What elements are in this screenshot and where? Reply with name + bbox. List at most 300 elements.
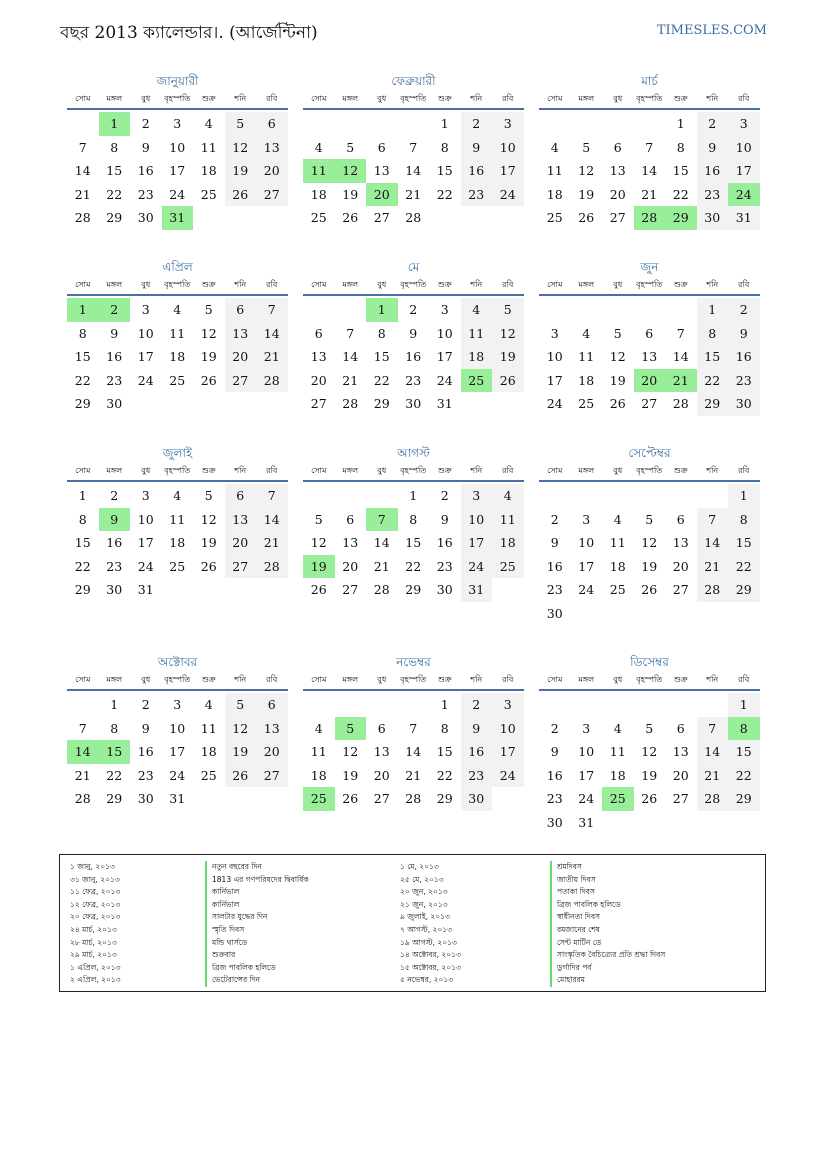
- day-cell: 1: [676, 116, 685, 131]
- day-cell: 24: [492, 183, 524, 207]
- holiday-day-cell: 1: [99, 112, 131, 136]
- day-cell: 9: [440, 511, 449, 527]
- day-cell: 14: [405, 744, 422, 759]
- day-cell: 11: [546, 163, 563, 178]
- weekday-header: [539, 462, 760, 482]
- day-cell: 25: [310, 210, 327, 225]
- day-cell: 24: [436, 372, 453, 388]
- weekday-header: [303, 90, 524, 110]
- day-cell: 19: [200, 535, 217, 550]
- holiday-day-cell: 1: [67, 298, 99, 322]
- empty-cell: [571, 484, 603, 508]
- day-cell: 23: [546, 582, 563, 597]
- day-cell: 14: [405, 163, 422, 178]
- day-cell: 14: [342, 349, 359, 364]
- day-cell: 5: [346, 139, 355, 155]
- weekday-label: রবি: [502, 675, 514, 684]
- weekday-label: শনি: [470, 466, 483, 475]
- holiday-day-cell: 12: [335, 159, 367, 183]
- month-block: [303, 258, 524, 416]
- month-name: নভেম্বর: [396, 655, 431, 669]
- holiday-day-cell: 29: [665, 206, 697, 230]
- day-cell: 5: [582, 139, 591, 155]
- weekday-label: মঙ্গল: [342, 280, 359, 289]
- day-cell: 17: [137, 535, 154, 550]
- month-name: ডিসেম্বর: [630, 655, 669, 669]
- weekday-label: শনি: [470, 94, 483, 103]
- day-cell: 15: [436, 744, 453, 759]
- day-cell: 24: [169, 186, 186, 202]
- month-block: [67, 72, 288, 230]
- day-cell: 6: [225, 298, 257, 322]
- legend-date: ৫ নভেম্বর, ২০১৩: [400, 975, 454, 985]
- day-cell: 16: [728, 345, 760, 369]
- day-cell: 25: [200, 767, 217, 783]
- day-grid: [303, 693, 524, 811]
- day-cell: 21: [256, 345, 288, 369]
- day-cell: 6: [645, 325, 654, 341]
- legend-date: ৩১ জানু, ২০১৩: [70, 874, 120, 884]
- weekday-label: মঙ্গল: [578, 280, 595, 289]
- day-cell: 10: [436, 325, 453, 341]
- day-cell: 22: [106, 767, 123, 783]
- weekday-label: শুক্র: [673, 280, 688, 289]
- day-cell: 27: [310, 396, 327, 411]
- day-cell: 6: [377, 139, 386, 155]
- day-cell: 4: [550, 139, 559, 155]
- day-grid: [303, 484, 524, 602]
- legend-holiday-name: রমজানের শেষ: [550, 924, 665, 937]
- weekday-label: মঙ্গল: [578, 675, 595, 684]
- day-cell: 4: [613, 511, 622, 527]
- month-block: [303, 72, 524, 230]
- weekday-label: সোম: [311, 94, 327, 103]
- day-cell: 22: [74, 372, 91, 388]
- site-link[interactable]: TIMESLES.COM: [656, 23, 767, 38]
- day-cell: 8: [78, 325, 87, 341]
- day-cell: 26: [641, 791, 658, 806]
- day-cell: 12: [225, 717, 257, 741]
- day-cell: 1: [409, 488, 418, 503]
- day-cell: 22: [405, 558, 422, 574]
- legend-date: ১ মে, ২০১৩: [400, 862, 439, 871]
- day-cell: 23: [461, 183, 493, 207]
- day-cell: 19: [641, 767, 658, 783]
- empty-cell: [303, 484, 335, 508]
- holiday-day-cell: 7: [366, 508, 398, 532]
- month-name: এপ্রিল: [162, 260, 193, 274]
- weekday-label: শনি: [706, 280, 719, 289]
- day-cell: 20: [256, 159, 288, 183]
- legend-holiday-name: ব্রিজ পাবলিক হলিডে: [550, 899, 665, 912]
- empty-cell: [67, 112, 99, 136]
- day-cell: 31: [728, 206, 760, 230]
- day-cell: 2: [728, 298, 760, 322]
- month-block: [67, 258, 288, 416]
- holiday-day-cell: 2: [99, 298, 131, 322]
- empty-cell: [634, 484, 666, 508]
- day-cell: 2: [461, 112, 493, 136]
- empty-cell: [335, 484, 367, 508]
- month-name: জুন: [640, 260, 659, 274]
- weekday-label: সোম: [75, 675, 91, 684]
- day-cell: 21: [373, 558, 390, 574]
- day-cell: 10: [137, 511, 154, 527]
- day-cell: 15: [74, 535, 91, 550]
- legend-date: ২৪ মার্চ, ২০১৩: [70, 924, 117, 934]
- weekday-label: শনি: [470, 675, 483, 684]
- empty-cell: [665, 693, 697, 717]
- day-cell: 6: [256, 112, 288, 136]
- day-cell: 18: [169, 349, 186, 364]
- weekday-label: শনি: [706, 466, 719, 475]
- day-cell: 4: [492, 484, 524, 508]
- day-cell: 29: [106, 210, 123, 225]
- day-cell: 15: [728, 531, 760, 555]
- day-cell: 6: [346, 511, 355, 527]
- day-cell: 30: [461, 787, 493, 811]
- day-cell: 31: [169, 791, 186, 806]
- day-cell: 6: [377, 720, 386, 736]
- day-cell: 5: [225, 112, 257, 136]
- empty-cell: [602, 693, 634, 717]
- day-cell: 4: [613, 720, 622, 736]
- day-cell: 17: [728, 159, 760, 183]
- day-cell: 28: [697, 578, 729, 602]
- weekday-label: বুধ: [613, 675, 623, 684]
- day-cell: 26: [200, 372, 217, 388]
- day-cell: 3: [728, 112, 760, 136]
- day-cell: 9: [550, 744, 559, 759]
- day-cell: 21: [697, 764, 729, 788]
- day-cell: 28: [74, 210, 91, 225]
- day-cell: 7: [409, 720, 418, 736]
- weekday-header: [67, 671, 288, 691]
- day-cell: 2: [141, 697, 150, 712]
- day-cell: 22: [74, 558, 91, 574]
- weekday-label: মঙ্গল: [106, 675, 123, 684]
- day-cell: 13: [225, 322, 257, 346]
- day-cell: 15: [697, 345, 729, 369]
- day-cell: 8: [728, 508, 760, 532]
- weekday-label: বৃহস্পতি: [400, 675, 427, 684]
- day-cell: 12: [641, 535, 658, 550]
- day-cell: 14: [256, 322, 288, 346]
- day-cell: 17: [492, 159, 524, 183]
- weekday-label: শুক্র: [673, 94, 688, 103]
- day-cell: 15: [672, 163, 689, 178]
- day-cell: 18: [200, 163, 217, 178]
- day-cell: 30: [546, 814, 563, 830]
- legend-date: ২ এপ্রিল, ২০১৩: [70, 975, 121, 985]
- weekday-label: শুক্র: [201, 280, 216, 289]
- day-cell: 7: [697, 717, 729, 741]
- weekday-label: রবি: [738, 466, 750, 475]
- month-name: ফেব্রুয়ারী: [391, 74, 436, 88]
- day-cell: 28: [74, 791, 91, 806]
- empty-cell: [697, 484, 729, 508]
- day-cell: 8: [440, 139, 449, 155]
- day-cell: 24: [578, 582, 595, 597]
- day-grid: [303, 112, 524, 230]
- holiday-day-cell: 1: [366, 298, 398, 322]
- day-grid: [539, 298, 760, 416]
- day-cell: 13: [256, 136, 288, 160]
- day-cell: 4: [204, 697, 213, 712]
- day-cell: 3: [440, 302, 449, 317]
- day-cell: 31: [578, 814, 595, 830]
- legend-holiday-name: কার্নিভাল: [205, 899, 309, 912]
- weekday-label: বুধ: [141, 280, 151, 289]
- weekday-label: রবি: [266, 466, 278, 475]
- day-cell: 17: [546, 372, 563, 388]
- month-name: অক্টোবর: [157, 655, 198, 669]
- day-cell: 11: [200, 720, 217, 736]
- day-cell: 15: [106, 163, 123, 178]
- empty-cell: [67, 693, 99, 717]
- day-cell: 3: [492, 693, 524, 717]
- day-cell: 10: [578, 744, 595, 759]
- day-cell: 11: [609, 535, 626, 550]
- weekday-label: সোম: [75, 466, 91, 475]
- day-grid: [303, 298, 524, 416]
- empty-cell: [539, 112, 571, 136]
- weekday-label: বুধ: [141, 466, 151, 475]
- day-cell: 19: [609, 372, 626, 388]
- weekday-header: [67, 276, 288, 296]
- legend-holiday-name: শুক্রবার: [205, 949, 309, 962]
- day-cell: 24: [137, 372, 154, 388]
- empty-cell: [571, 298, 603, 322]
- day-cell: 19: [225, 740, 257, 764]
- legend-date: ৭ আগস্ট, ২০১৩: [400, 924, 452, 934]
- day-cell: 25: [169, 558, 186, 574]
- day-cell: 29: [405, 582, 422, 597]
- day-cell: 10: [728, 136, 760, 160]
- day-cell: 23: [461, 764, 493, 788]
- day-cell: 26: [342, 210, 359, 225]
- month-block: [303, 444, 524, 602]
- weekday-label: বুধ: [141, 94, 151, 103]
- day-grid: [539, 693, 760, 834]
- day-cell: 29: [74, 396, 91, 411]
- day-cell: 8: [697, 322, 729, 346]
- month-block: [67, 653, 288, 811]
- weekday-label: সোম: [75, 280, 91, 289]
- weekday-label: বৃহস্পতি: [636, 280, 663, 289]
- day-cell: 22: [672, 186, 689, 202]
- day-cell: 5: [645, 511, 654, 527]
- legend-date: ১৯ আগস্ট, ২০১৩: [400, 937, 457, 947]
- weekday-label: শুক্র: [673, 675, 688, 684]
- day-cell: 9: [461, 136, 493, 160]
- day-cell: 30: [728, 392, 760, 416]
- day-cell: 17: [137, 349, 154, 364]
- empty-cell: [571, 693, 603, 717]
- legend-holiday-name: মোহাররম: [550, 974, 665, 987]
- day-cell: 12: [200, 325, 217, 341]
- day-cell: 21: [405, 186, 422, 202]
- day-cell: 19: [342, 767, 359, 783]
- day-cell: 3: [141, 488, 150, 503]
- holiday-day-cell: 5: [335, 717, 367, 741]
- month-block: [303, 653, 524, 811]
- weekday-label: বুধ: [377, 675, 387, 684]
- empty-cell: [634, 298, 666, 322]
- day-cell: 26: [609, 396, 626, 411]
- day-cell: 21: [342, 372, 359, 388]
- month-name: আগস্ট: [397, 446, 430, 460]
- day-cell: 4: [173, 302, 182, 317]
- day-cell: 30: [106, 396, 123, 411]
- weekday-label: রবি: [266, 94, 278, 103]
- day-cell: 5: [492, 298, 524, 322]
- empty-cell: [303, 693, 335, 717]
- page-title: বছর 2013 ক্যালেন্ডার।. (আর্জেন্টিনা): [60, 23, 318, 43]
- day-cell: 20: [225, 531, 257, 555]
- day-cell: 16: [137, 744, 154, 759]
- day-cell: 2: [697, 112, 729, 136]
- weekday-label: শনি: [234, 94, 247, 103]
- weekday-label: সোম: [547, 675, 563, 684]
- month-name: জুলাই: [162, 446, 193, 460]
- day-cell: 12: [342, 744, 359, 759]
- holiday-day-cell: 20: [366, 183, 398, 207]
- day-cell: 27: [609, 210, 626, 225]
- legend-holiday-name: সাংস্কৃতিক বৈচিত্র্যের প্রতি শ্রদ্ধা দিবস: [550, 949, 665, 962]
- weekday-label: শুক্র: [437, 94, 452, 103]
- weekday-label: বুধ: [613, 466, 623, 475]
- day-cell: 10: [546, 349, 563, 364]
- weekday-header: [539, 276, 760, 296]
- empty-cell: [303, 112, 335, 136]
- day-cell: 23: [137, 186, 154, 202]
- day-cell: 9: [141, 720, 150, 736]
- day-cell: 18: [310, 767, 327, 783]
- legend-holiday-name: সেন্ট মার্টিন ডে: [550, 937, 665, 950]
- weekday-label: বুধ: [377, 94, 387, 103]
- day-cell: 25: [169, 372, 186, 388]
- day-cell: 29: [106, 791, 123, 806]
- holiday-day-cell: 25: [303, 787, 335, 811]
- day-grid: [67, 693, 288, 811]
- day-cell: 24: [169, 767, 186, 783]
- day-cell: 16: [461, 740, 493, 764]
- day-cell: 18: [169, 535, 186, 550]
- legend-date: ২৫ মে, ২০১৩: [400, 874, 444, 884]
- day-cell: 10: [578, 535, 595, 550]
- day-cell: 6: [676, 511, 685, 527]
- weekday-label: সোম: [311, 466, 327, 475]
- weekday-label: শুক্র: [201, 94, 216, 103]
- weekday-label: শনি: [706, 94, 719, 103]
- weekday-label: মঙ্গল: [106, 466, 123, 475]
- empty-cell: [602, 484, 634, 508]
- empty-cell: [539, 693, 571, 717]
- day-cell: 21: [641, 186, 658, 202]
- weekday-label: মঙ্গল: [342, 675, 359, 684]
- day-cell: 3: [173, 116, 182, 131]
- day-cell: 10: [492, 717, 524, 741]
- day-cell: 21: [697, 555, 729, 579]
- day-cell: 16: [697, 159, 729, 183]
- day-cell: 13: [310, 349, 327, 364]
- day-grid: [539, 112, 760, 230]
- day-cell: 27: [672, 791, 689, 806]
- day-cell: 4: [582, 325, 591, 341]
- day-cell: 30: [106, 582, 123, 597]
- empty-cell: [539, 484, 571, 508]
- day-cell: 24: [578, 791, 595, 806]
- month-name: জানুয়ারী: [156, 74, 199, 88]
- day-cell: 4: [204, 116, 213, 131]
- day-cell: 11: [492, 508, 524, 532]
- empty-cell: [303, 298, 335, 322]
- day-cell: 23: [728, 369, 760, 393]
- weekday-label: রবি: [738, 675, 750, 684]
- day-cell: 28: [405, 210, 422, 225]
- day-cell: 14: [697, 531, 729, 555]
- day-cell: 20: [672, 558, 689, 574]
- day-cell: 29: [373, 396, 390, 411]
- day-cell: 16: [106, 535, 123, 550]
- empty-cell: [665, 484, 697, 508]
- legend-holiday-name: ব্রিজ পাবলিক হলিডে: [205, 962, 309, 975]
- day-cell: 13: [373, 163, 390, 178]
- weekday-label: সোম: [547, 466, 563, 475]
- day-cell: 30: [137, 210, 154, 225]
- day-cell: 3: [461, 484, 493, 508]
- weekday-label: শুক্র: [437, 675, 452, 684]
- weekday-header: [67, 90, 288, 110]
- day-cell: 15: [436, 163, 453, 178]
- day-cell: 28: [373, 582, 390, 597]
- empty-cell: [335, 112, 367, 136]
- month-block: [539, 72, 760, 230]
- weekday-label: বৃহস্পতি: [164, 94, 191, 103]
- day-cell: 27: [373, 210, 390, 225]
- day-cell: 28: [342, 396, 359, 411]
- empty-cell: [634, 693, 666, 717]
- day-cell: 7: [697, 508, 729, 532]
- weekday-label: রবি: [502, 94, 514, 103]
- day-cell: 19: [492, 345, 524, 369]
- day-cell: 28: [405, 791, 422, 806]
- day-cell: 31: [436, 396, 453, 411]
- day-cell: 20: [609, 186, 626, 202]
- day-cell: 8: [409, 511, 418, 527]
- legend-holiday-name: স্বাধীনতা দিবস: [550, 911, 665, 924]
- day-cell: 14: [74, 163, 91, 178]
- day-cell: 15: [373, 349, 390, 364]
- day-cell: 21: [405, 767, 422, 783]
- day-cell: 18: [200, 744, 217, 759]
- legend-date: ২৯ মার্চ, ২০১৩: [70, 950, 117, 960]
- weekday-label: বৃহস্পতি: [636, 94, 663, 103]
- legend-holiday-name: মন্ডি থার্সডে: [205, 937, 309, 950]
- day-grid: [539, 484, 760, 625]
- day-cell: 1: [728, 484, 760, 508]
- day-cell: 26: [342, 791, 359, 806]
- day-cell: 7: [409, 139, 418, 155]
- day-cell: 27: [672, 582, 689, 597]
- empty-cell: [398, 112, 430, 136]
- day-cell: 30: [137, 791, 154, 806]
- empty-cell: [571, 112, 603, 136]
- day-cell: 2: [550, 511, 559, 527]
- weekday-label: রবি: [502, 466, 514, 475]
- day-cell: 2: [440, 488, 449, 503]
